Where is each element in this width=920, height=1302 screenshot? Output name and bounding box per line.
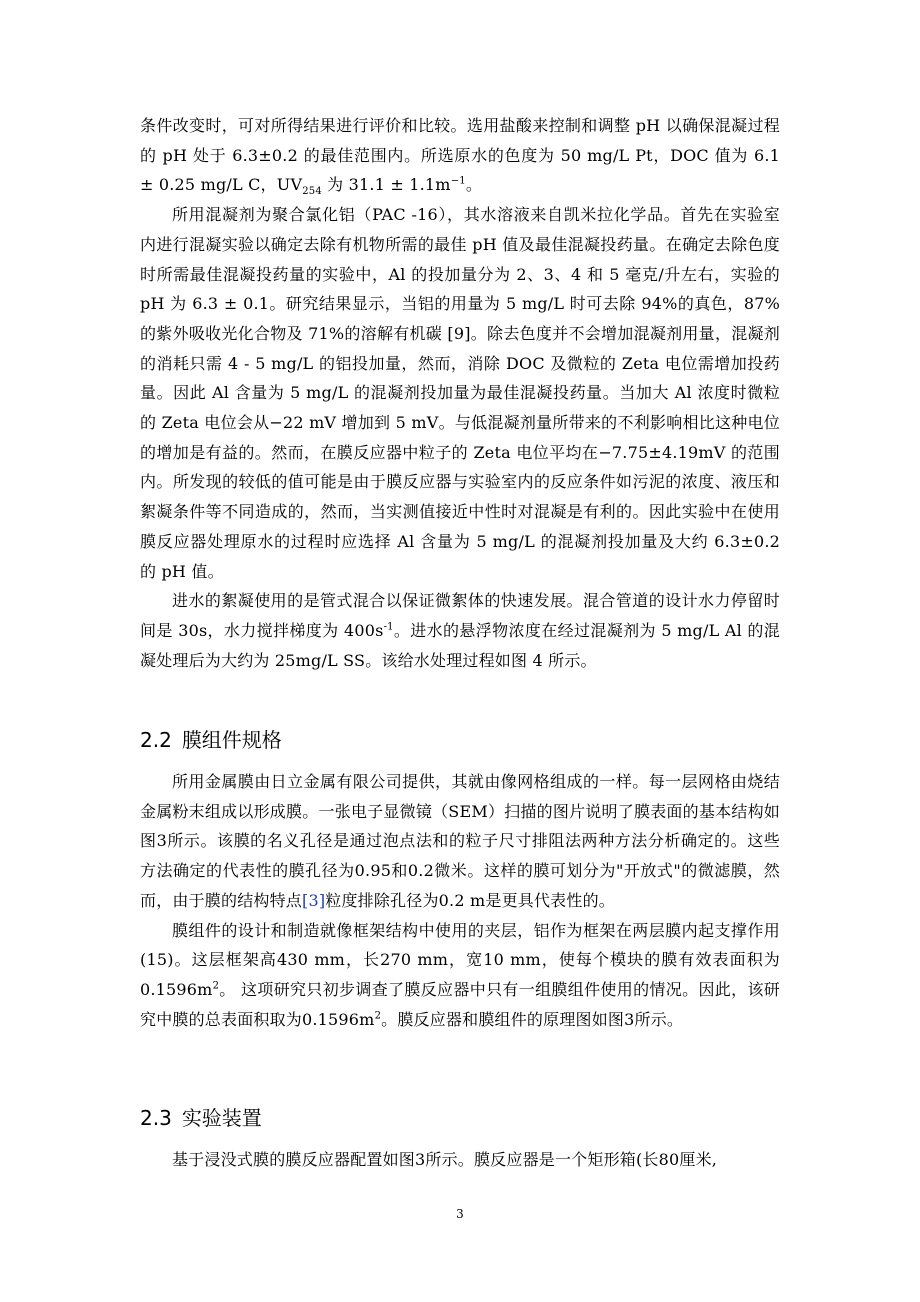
paragraph-intro: 条件改变时，可对所得结果进行评价和比较。选用盐酸来控制和调整 pH 以确保混凝过程的 pH 处于 6.3±0.2 的最佳范围内。所选原水的色度为 50 mg/L Pt，DOC 值为 6.1 ± 0.25 mg/L C，$UV_{254}$ 为 $31.1 \pm 1.1m^{-1}$。 bbox=[140, 116, 780, 198]
section-number: 2.2 bbox=[140, 728, 172, 752]
section-heading-2-3 bbox=[140, 1105, 262, 1131]
paragraph-flocculation: 进水的絮凝使用的是管式混合以保证微絮体的快速发展。混合管道的设计水力停留时间是 30s，水力搅拌梯度为 $400s^{-1}$。进水的悬浮物浓度在经过混凝剂为 5 mg/L Al 的混凝处理后为大约为 25mg/L SS。该给水处理过程如图 4 所示。 bbox=[140, 591, 780, 670]
section1-body bbox=[140, 111, 780, 675]
paragraph-coagulant: 所用混凝剂为聚合氯化铝（PAC -16），其水溶液来自凯米拉化学品。首先在实验室内进行混凝实验以确定去除有机物所需的最佳 pH 值及最佳混凝投药量。在确定去除色度时所需最佳混凝投药量的实验中，Al 的投加量分为 2、3、4 和 5 毫克/升左右，实验的 pH 为 6.3 ± 0.1。研究结果显示，当铝的用量为 5 mg/L 时可去除 94%的真色，87%的紫外吸收光化合物及 71%的溶解有机碳 [9]。除去色度并不会增加混凝剂用量，混凝剂的消耗只需 4 - 5 mg/L 的铝投加量，然而，消除 DOC 及微粒的 Zeta 电位需增加投药量。因此 Al 含量为 5 mg/L 的混凝剂投加量为最佳混凝投药量。当加大 Al 浓度时微粒的 Zeta 电位会从−22 mV 增加到 5 mV。与低混凝剂量所带来的不利影响相比这种电位的增加是有益的。然而，在膜反应器中粒子的 Zeta 电位平均在−7.75±4.19mV 的范围内。所发现的较低的值可能是由于膜反应器与实验室内的反应条件如污泥的浓度、液压和絮凝条件等不同造成的，然而，当实测值接近中性时对混凝是有利的。因此实验中在使用膜反应器处理原水的过程时应选择 Al 含量为 5 mg/L 的混凝剂投加量及大约 6.3±0.2 的 pH 值。 bbox=[140, 205, 780, 581]
paragraph-setup: 基于浸没式膜的膜反应器配置如图3所示。膜反应器是一个矩形箱(长80厘米, bbox=[172, 1150, 718, 1169]
paragraph-membrane: 所用金属膜由日立金属有限公司提供，其就由像网格组成的一样。每一层网格由烧结金属粉末组成以形成膜。一张电子显微镜（SEM）扫描的图片说明了膜表面的基本结构如图3所示。该膜的名义孔径是通过泡点法和的粒子尺寸排阻法两种方法分析确定的。这些方法确定的代表性的膜孔径为0.95和0.2微米。这样的膜可划分为"开放式"的微滤膜，然而，由于膜的结构特点[3]粒度排除孔径为0.2 m是更具代表性的。 bbox=[140, 772, 780, 910]
page-number: 3 bbox=[456, 1207, 464, 1221]
section-title: 膜组件规格 bbox=[181, 728, 282, 752]
section-number: 2.3 bbox=[140, 1106, 172, 1130]
section-heading-2-2 bbox=[140, 727, 282, 753]
citation-link[interactable]: [3] bbox=[302, 890, 326, 910]
section3-body bbox=[140, 1145, 780, 1175]
section-title: 实验装置 bbox=[181, 1106, 262, 1130]
section2-body bbox=[140, 767, 780, 1034]
paragraph-module: 膜组件的设计和制造就像框架结构中使用的夹层，铝作为框架在两层膜内起支撑作用(15)。这层框架高430 mm，长270 mm，宽10 mm，使每个模块的膜有效表面积为$0.1596m^2$。 这项研究只初步调查了膜反应器中只有一组膜组件使用的情况。因此，该研究中膜的总表面积取为$0.1596m^2$。膜反应器和膜组件的原理图如图3所示。 bbox=[140, 920, 780, 1029]
